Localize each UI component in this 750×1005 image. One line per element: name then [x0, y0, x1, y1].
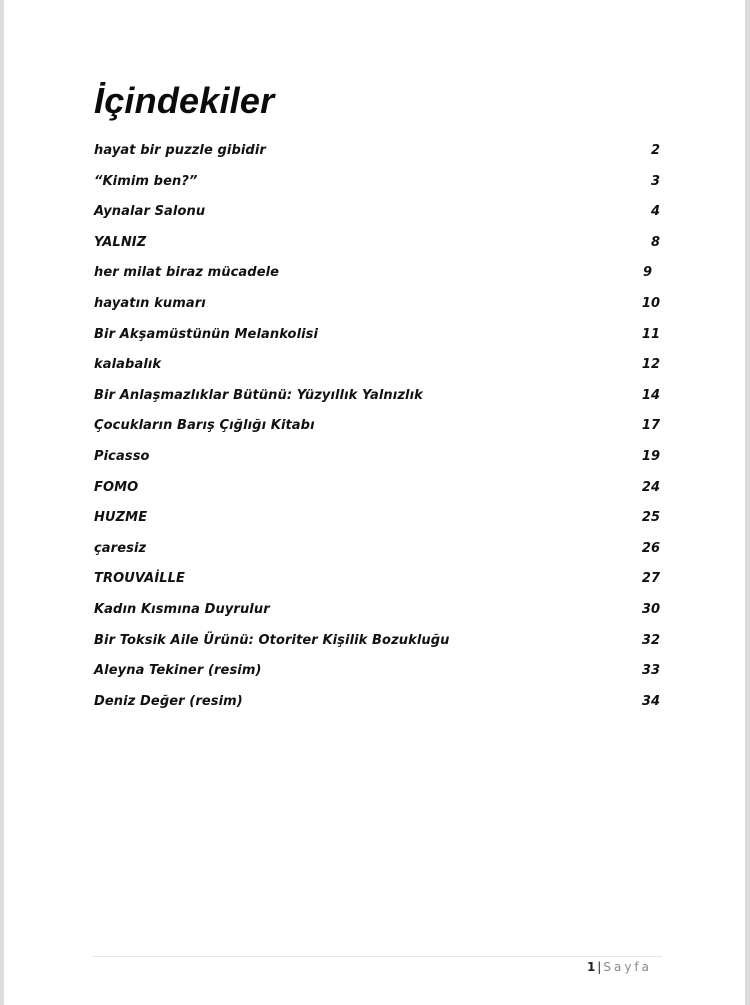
toc-entry[interactable] [94, 265, 660, 296]
footer-divider [92, 956, 662, 957]
toc-entry-title[interactable]: hayat bir puzzle gibidir [94, 143, 266, 158]
toc-entry-page: 33 [641, 663, 660, 679]
toc-entry-page: 4 [650, 204, 660, 220]
toc-entry-page: 24 [641, 479, 660, 495]
page-word: Sayfa [603, 960, 652, 974]
toc-entry[interactable] [94, 143, 660, 174]
document-page [4, 0, 745, 1005]
toc-entry[interactable] [94, 418, 660, 449]
toc-entry-title[interactable]: Kadın Kısmına Duyrulur [94, 601, 270, 617]
toc-entry-page: 10 [641, 295, 660, 311]
toc-entry[interactable] [94, 235, 660, 266]
toc-entry-title[interactable]: çaresiz [94, 540, 147, 556]
toc-entry-title[interactable]: YALNIZ [94, 234, 147, 250]
toc-entry-title[interactable]: Bir Toksik Aile Ürünü: Otoriter Kişilik Bozukluğu [94, 632, 450, 648]
toc-entry[interactable] [94, 541, 660, 572]
toc-entry[interactable] [94, 327, 660, 358]
page-number: 1 [586, 960, 596, 974]
toc-entry-title[interactable]: FOMO [94, 479, 139, 495]
toc-entry-page: 3 [650, 173, 660, 189]
toc-entry[interactable] [94, 449, 660, 480]
toc-entry-title[interactable]: “Kimim ben?” [94, 173, 198, 189]
toc-entry[interactable] [94, 357, 660, 388]
toc-entry-page: 14 [641, 387, 660, 403]
toc-entry-page: 8 [650, 234, 660, 250]
toc-entry[interactable] [94, 602, 660, 633]
toc-entry-page: 17 [641, 418, 660, 434]
toc-entry-page: 34 [641, 693, 660, 709]
toc-entry[interactable] [94, 174, 660, 205]
toc-entry[interactable] [94, 663, 660, 694]
toc-entry-title[interactable]: hayatın kumarı [94, 295, 206, 311]
toc-title: İçindekiler [94, 80, 275, 121]
toc-entry[interactable] [94, 296, 660, 327]
toc-entry-page: 25 [641, 510, 660, 526]
toc-entry-title[interactable]: Aleyna Tekiner (resim) [94, 663, 262, 679]
table-of-contents [94, 143, 660, 724]
toc-entry-title[interactable]: Deniz Değer (resim) [94, 693, 243, 709]
toc-entry-title[interactable]: her milat biraz mücadele [94, 265, 280, 281]
toc-entry-title[interactable]: kalabalık [94, 357, 162, 373]
toc-entry-page: 12 [641, 357, 660, 373]
toc-entry[interactable] [94, 388, 660, 419]
toc-entry-page: 32 [641, 632, 660, 648]
toc-entry[interactable] [94, 510, 660, 541]
footer-separator: | [597, 960, 602, 974]
toc-entry-page: 11 [641, 326, 660, 342]
toc-entry[interactable] [94, 694, 660, 725]
toc-entry-title[interactable]: HUZME [94, 510, 148, 526]
toc-entry-page: 19 [641, 448, 660, 464]
toc-entry-page: 30 [641, 601, 660, 617]
toc-entry-title[interactable]: Picasso [94, 448, 150, 464]
toc-entry-page: 26 [641, 540, 660, 556]
toc-entry-title[interactable]: Aynalar Salonu [94, 204, 206, 220]
toc-entry-title[interactable]: TROUVAİLLE [94, 571, 186, 587]
toc-entry-title[interactable]: Bir Akşamüstünün Melankolisi [94, 326, 319, 342]
toc-entry-page: 2 [650, 143, 660, 158]
toc-entry-title[interactable]: Bir Anlaşmazlıklar Bütünü: Yüzyıllık Yalnızlık [94, 387, 423, 403]
toc-entry-title[interactable]: Çocukların Barış Çığlığı Kitabı [94, 418, 315, 434]
toc-entry-page: 27 [641, 571, 660, 587]
toc-entry-page: 9 [642, 265, 652, 281]
toc-entry[interactable] [94, 204, 660, 235]
toc-entry[interactable] [94, 633, 660, 664]
toc-entry[interactable] [94, 480, 660, 511]
toc-entry[interactable] [94, 571, 660, 602]
page-number-footer [587, 960, 652, 974]
